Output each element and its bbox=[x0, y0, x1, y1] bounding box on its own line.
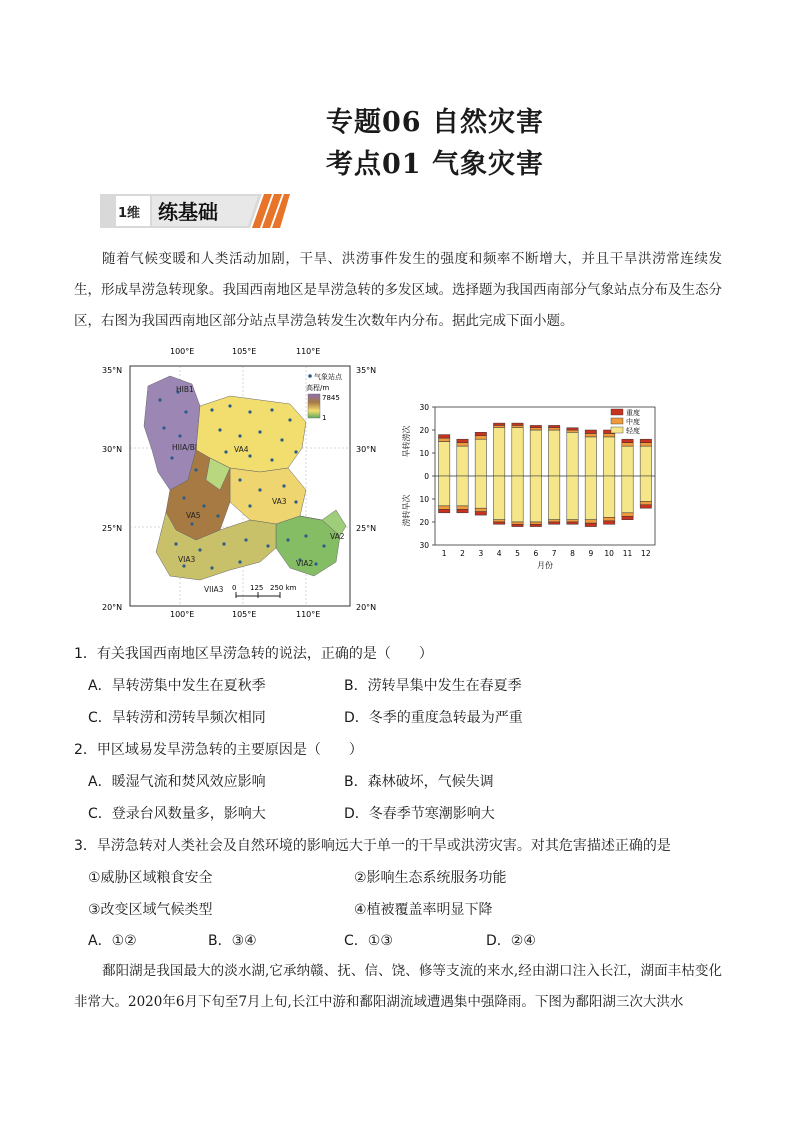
legend-label: 中度 bbox=[626, 418, 640, 426]
page-subtitle: 考点01 气象灾害 bbox=[326, 149, 544, 180]
bar-up bbox=[493, 428, 504, 476]
x-tick-label: 5 bbox=[515, 549, 520, 558]
bar-down bbox=[475, 508, 486, 511]
bar-down bbox=[438, 509, 449, 512]
bar-down bbox=[640, 505, 651, 508]
q2-option-b[interactable]: B．森林破坏，气候失调 bbox=[344, 774, 494, 790]
bar-up bbox=[585, 433, 596, 436]
bar-up bbox=[438, 438, 449, 441]
bar-up bbox=[493, 425, 504, 427]
bar-down bbox=[548, 476, 559, 520]
region-label-va5: VA5 bbox=[186, 511, 201, 520]
bar-down bbox=[493, 522, 504, 524]
bar-down bbox=[457, 509, 468, 512]
lon-bottom-1: 100°E bbox=[170, 610, 195, 619]
bar-up bbox=[622, 443, 633, 446]
lon-bottom-3: 110°E bbox=[296, 610, 321, 619]
q3-option-b[interactable]: B．③④ bbox=[208, 933, 257, 949]
bar-down bbox=[548, 522, 559, 524]
ecoregion-map bbox=[100, 340, 385, 620]
y-tick-label: 20 bbox=[419, 426, 429, 435]
bar-down bbox=[567, 520, 578, 522]
q1-stem: 1．有关我国西南地区旱涝急转的说法，正确的是（ ） bbox=[74, 646, 433, 662]
bar-up bbox=[457, 446, 468, 476]
bar-down bbox=[640, 501, 651, 504]
outro-paragraph: 鄱阳湖是我国最大的淡水湖,它承纳赣、抚、信、饶、修等支流的来水,经由湖口注入长江，湖面丰枯变化非常大。2020年6月下旬至7月上旬,长江中游和鄱阳湖流域遭遇集中强降雨。下图为鄱阳湖三次大洪水 bbox=[74, 963, 722, 1010]
bar-down bbox=[603, 517, 614, 520]
y-label-bottom: 涝转旱次 bbox=[402, 494, 411, 527]
bar-down bbox=[585, 520, 596, 523]
bar-up bbox=[585, 430, 596, 433]
bar-up bbox=[640, 443, 651, 446]
q3-item-3: ③改变区域气候类型 bbox=[88, 902, 213, 918]
q3-item-1: ①威胁区域粮食安全 bbox=[88, 870, 213, 886]
q2-option-a[interactable]: A．暖湿气流和焚风效应影响 bbox=[88, 774, 266, 790]
bar-up bbox=[622, 439, 633, 442]
bar-down bbox=[475, 476, 486, 508]
bar-down bbox=[622, 516, 633, 519]
bar-up bbox=[475, 436, 486, 439]
scale-250: 250 km bbox=[270, 584, 297, 592]
region-label-viia3: VIIA3 bbox=[204, 585, 224, 594]
bar-down bbox=[457, 506, 468, 509]
y-label-top: 旱转涝次 bbox=[402, 425, 411, 458]
bar-up bbox=[567, 428, 578, 430]
bar-up bbox=[475, 439, 486, 476]
q2-stem: 2．甲区域易发旱涝急转的主要原因是（ ） bbox=[74, 742, 363, 758]
bar-up bbox=[548, 425, 559, 427]
q1-option-b[interactable]: B．涝转旱集中发生在春夏季 bbox=[344, 678, 522, 694]
y-tick-label: 30 bbox=[419, 541, 429, 550]
q3-option-a[interactable]: A．①② bbox=[88, 933, 137, 949]
bar-up bbox=[512, 425, 523, 427]
bar-up bbox=[603, 437, 614, 476]
bar-down bbox=[530, 524, 541, 526]
region-label-va2: VA2 bbox=[330, 532, 345, 541]
bar-down bbox=[512, 522, 523, 524]
bar-down bbox=[567, 476, 578, 520]
lat-right-1: 35°N bbox=[356, 366, 377, 375]
bar-up bbox=[585, 437, 596, 476]
legend-station: 气象站点 bbox=[314, 373, 342, 381]
bar-up bbox=[640, 446, 651, 476]
y-tick-label: 10 bbox=[419, 495, 429, 504]
q2-option-d[interactable]: D．冬春季节寒潮影响大 bbox=[344, 806, 495, 822]
legend-min: 1 bbox=[322, 414, 327, 422]
bar-up bbox=[548, 428, 559, 430]
region-label-hib1: HIB1 bbox=[176, 385, 194, 394]
page-title: 专题06 自然灾害 bbox=[326, 107, 544, 138]
section-banner bbox=[100, 190, 290, 232]
bar-down bbox=[438, 506, 449, 509]
bar-up bbox=[622, 446, 633, 476]
x-tick-label: 9 bbox=[588, 549, 594, 558]
lon-top-1: 100°E bbox=[170, 347, 195, 356]
bar-down bbox=[493, 520, 504, 522]
bar-down bbox=[603, 476, 614, 517]
lat-left-4: 20°N bbox=[102, 603, 123, 612]
q3-option-d[interactable]: D．②④ bbox=[486, 933, 536, 949]
legend-swatch bbox=[611, 418, 623, 424]
x-tick-label: 1 bbox=[441, 549, 447, 558]
q1-option-d[interactable]: D．冬季的重度急转最为严重 bbox=[344, 710, 523, 726]
region-label-va3: VA3 bbox=[272, 497, 287, 506]
lat-right-2: 30°N bbox=[356, 445, 377, 454]
bar-up bbox=[512, 423, 523, 425]
bar-down bbox=[438, 476, 449, 506]
bar-down bbox=[585, 476, 596, 520]
banner-label: 练基础 bbox=[158, 200, 218, 224]
x-tick-label: 4 bbox=[496, 549, 502, 558]
bar-down bbox=[585, 523, 596, 526]
bar-up bbox=[512, 428, 523, 476]
lat-right-3: 25°N bbox=[356, 524, 377, 533]
bar-up bbox=[530, 430, 541, 476]
bar-up bbox=[640, 439, 651, 442]
q3-item-2: ②影响生态系统服务功能 bbox=[354, 870, 507, 886]
legend-max: 7845 bbox=[322, 394, 340, 402]
lon-top-2: 105°E bbox=[232, 347, 257, 356]
bar-down bbox=[530, 476, 541, 522]
scale-125: 125 bbox=[250, 584, 264, 592]
y-tick-label: 0 bbox=[424, 472, 429, 481]
bar-up bbox=[457, 443, 468, 446]
x-tick-label: 8 bbox=[570, 549, 575, 558]
region-label-va4: VA4 bbox=[234, 445, 249, 454]
legend-label: 重度 bbox=[626, 409, 640, 417]
lon-top-3: 110°E bbox=[296, 347, 321, 356]
x-tick-label: 12 bbox=[641, 549, 651, 558]
bar-down bbox=[622, 476, 633, 513]
lat-left-1: 35°N bbox=[102, 366, 123, 375]
banner-tag: 1维 bbox=[118, 206, 141, 221]
x-tick-label: 2 bbox=[460, 549, 465, 558]
bar-down bbox=[567, 522, 578, 524]
q3-stem: 3．旱涝急转对人类社会及自然环境的影响远大于单一的干旱或洪涝灾害。对其危害描述正确的是 bbox=[74, 838, 671, 854]
x-tick-label: 7 bbox=[551, 549, 557, 558]
x-axis-label: 月份 bbox=[537, 561, 553, 570]
bar-up bbox=[493, 423, 504, 425]
q3-item-4: ④植被覆盖率明显下降 bbox=[354, 902, 493, 918]
q3-option-c[interactable]: C．①③ bbox=[344, 933, 393, 949]
x-tick-label: 6 bbox=[533, 549, 539, 558]
lat-left-2: 30°N bbox=[102, 445, 123, 454]
bar-up bbox=[567, 430, 578, 432]
bar-down bbox=[512, 476, 523, 522]
bar-up bbox=[530, 425, 541, 427]
scale-0: 0 bbox=[232, 584, 237, 592]
lon-bottom-2: 105°E bbox=[232, 610, 257, 619]
bar-down bbox=[457, 476, 468, 506]
x-tick-label: 3 bbox=[478, 549, 484, 558]
x-tick-label: 11 bbox=[622, 549, 633, 558]
bar-up bbox=[530, 428, 541, 430]
bar-up bbox=[475, 432, 486, 435]
bar-down bbox=[475, 512, 486, 515]
bar-up bbox=[438, 442, 449, 477]
bar-down bbox=[640, 476, 651, 501]
y-tick-label: 10 bbox=[419, 449, 429, 458]
bar-up bbox=[438, 435, 449, 438]
bar-up bbox=[457, 439, 468, 442]
legend-swatch bbox=[611, 409, 623, 415]
bar-down bbox=[548, 520, 559, 522]
y-tick-label: 20 bbox=[419, 518, 429, 527]
bar-down bbox=[603, 521, 614, 524]
q1-option-c[interactable]: C．旱转涝和涝转旱频次相同 bbox=[88, 710, 266, 726]
region-label-via2: VIA2 bbox=[296, 559, 314, 568]
bar-down bbox=[512, 524, 523, 526]
x-tick-label: 10 bbox=[604, 549, 614, 558]
bar-up bbox=[567, 432, 578, 476]
bar-down bbox=[530, 522, 541, 524]
legend-swatch bbox=[611, 427, 623, 433]
bar-up bbox=[548, 430, 559, 476]
bar-up bbox=[603, 433, 614, 436]
legend-label: 轻度 bbox=[626, 427, 640, 435]
lat-left-3: 25°N bbox=[102, 524, 123, 533]
region-label-via3: VIA3 bbox=[178, 555, 196, 564]
region-label-hiia: HIIA/BI bbox=[172, 443, 198, 452]
q1-option-a[interactable]: A．旱转涝集中发生在夏秋季 bbox=[88, 678, 266, 694]
intro-paragraph: 随着气候变暖和人类活动加剧，干旱、洪涝事件发生的强度和频率不断增大，并且干旱洪涝常连续发生，形成旱涝急转现象。我国西南地区是旱涝急转的多发区域。选择题为我国西南部分气象站点分布及生态分区，右图为我国西南地区部分站点旱涝急转发生次数年内分布。据此完成下面小题。 bbox=[74, 251, 722, 329]
drought-flood-chart bbox=[393, 395, 685, 575]
bar-down bbox=[622, 513, 633, 516]
legend-elev: 高程/m bbox=[306, 384, 330, 392]
lat-right-4: 20°N bbox=[356, 603, 377, 612]
q2-option-c[interactable]: C．登录台风数量多，影响大 bbox=[88, 806, 266, 822]
y-tick-label: 30 bbox=[419, 403, 429, 412]
bar-down bbox=[493, 476, 504, 520]
